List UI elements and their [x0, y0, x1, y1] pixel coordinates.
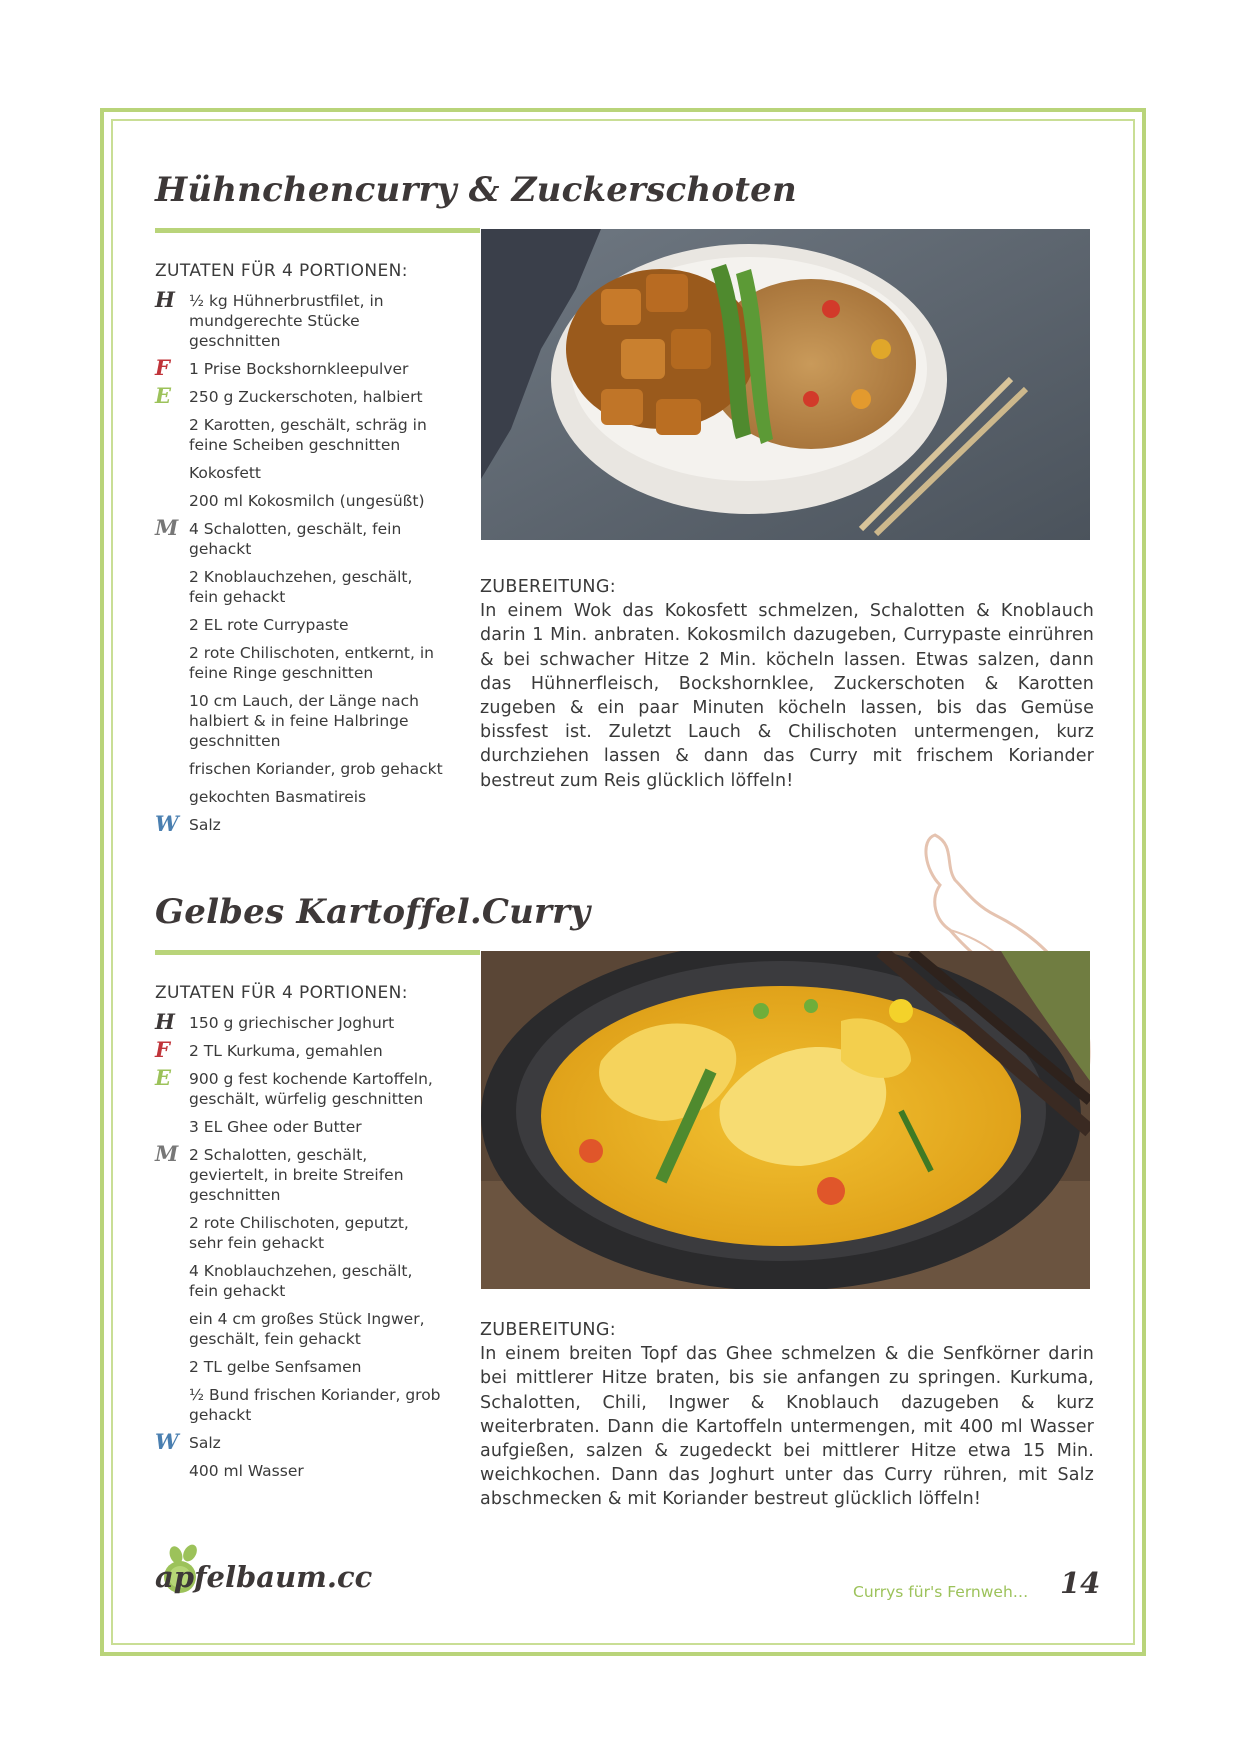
recipe-2-title: Gelbes Kartoffel.Curry [155, 892, 591, 932]
ingredient-text: Kokosfett [189, 464, 262, 482]
ingredient-item [155, 491, 445, 511]
ingredient-mark: H [155, 1009, 175, 1034]
ingredient-text: Salz [189, 1434, 221, 1452]
ingredient-text: gekochten Basmatireis [189, 788, 367, 806]
ingredient-text: 10 cm Lauch, der Länge nach halbiert & in feine Halbringe geschnitten [189, 692, 419, 750]
ingredient-item [155, 1141, 445, 1205]
ingredient-item [155, 1461, 445, 1481]
recipe-2-title-rule [155, 950, 480, 955]
recipe-2-photo [481, 951, 1090, 1289]
ingredient-item [155, 1309, 445, 1349]
ingredient-item [155, 1357, 445, 1377]
ingredient-item [155, 415, 445, 455]
ingredient-text: 4 Knoblauchzehen, geschält, fein gehackt [189, 1262, 413, 1300]
ingredient-text: 4 Schalotten, geschält, fein gehackt [189, 520, 402, 558]
ingredient-item [155, 383, 445, 408]
ingredient-text: 2 EL rote Currypaste [189, 616, 349, 634]
ingredient-item [155, 787, 445, 807]
recipe-1-ingredients-heading: ZUTATEN FÜR 4 PORTIONEN: [155, 261, 408, 281]
ingredient-item [155, 355, 445, 380]
ingredient-mark: E [155, 1065, 172, 1090]
ingredient-text: 2 Knoblauchzehen, geschält, fein gehackt [189, 568, 413, 606]
ingredient-text: 2 TL Kurkuma, gemahlen [189, 1042, 383, 1060]
recipe-2-ingredients-list [155, 1009, 445, 1489]
ingredient-mark: W [155, 1429, 179, 1454]
ingredient-item [155, 643, 445, 683]
ingredient-item [155, 1037, 445, 1062]
recipe-1-photo [481, 229, 1090, 540]
ingredient-item [155, 1065, 445, 1109]
recipe-2-preparation-text: In einem breiten Topf das Ghee schmelzen & die Senfkörner darin bei mittlerer Hitze braten, bis sie anfangen zu springen. Kurkuma, Schalotten, Chili, Ingwer & Knoblauch dazugeben & kurz weiterbraten. Dann die Kartoffeln untermengen, mit 400 ml Wasser aufgießen, salzen & zugedeckt bei mittlerer Hitze etwa 15 Min. weichkochen. Dann das Joghurt unter das Curry rühren, mit Salz abschmecken & mit Koriander bestreut glücklich löffeln! [480, 1344, 1094, 1510]
recipe-1-preparation-heading: ZUBEREITUNG: [480, 577, 616, 597]
recipe-2-ingredients-heading: ZUTATEN FÜR 4 PORTIONEN: [155, 983, 408, 1003]
ingredient-text: 2 Schalotten, geschält, geviertelt, in breite Streifen geschnitten [189, 1146, 404, 1204]
footer-section-title: Currys für's Fernweh… [853, 1583, 1029, 1601]
ingredient-text: 2 rote Chilischoten, geputzt, sehr fein gehackt [189, 1214, 409, 1252]
recipe-2-preparation [480, 1318, 1094, 1512]
ingredient-item [155, 567, 445, 607]
ingredient-item [155, 515, 445, 559]
logo-text: apfelbaum.cc [155, 1560, 373, 1594]
recipe-1-title-rule [155, 228, 480, 233]
ingredient-item [155, 1385, 445, 1425]
ingredient-item [155, 1009, 445, 1034]
ingredient-item [155, 1429, 445, 1454]
recipe-2-preparation-heading: ZUBEREITUNG: [480, 1320, 616, 1340]
ingredient-mark: M [155, 1141, 179, 1166]
ingredient-text: 150 g griechischer Joghurt [189, 1014, 395, 1032]
ingredient-text: 900 g fest kochende Kartoffeln, geschält, würfelig geschnitten [189, 1070, 433, 1108]
ingredient-text: ein 4 cm großes Stück Ingwer, geschält, fein gehackt [189, 1310, 425, 1348]
ingredient-text: ½ kg Hühnerbrustfilet, in mundgerechte Stücke geschnitten [189, 292, 384, 350]
ingredient-item [155, 287, 445, 351]
ingredient-text: ½ Bund frischen Koriander, grob gehackt [189, 1386, 441, 1424]
ingredient-text: 2 TL gelbe Senfsamen [189, 1358, 362, 1376]
ingredient-text: 2 rote Chilischoten, entkernt, in feine Ringe geschnitten [189, 644, 434, 682]
ingredient-item [155, 759, 445, 779]
ingredient-mark: F [155, 355, 170, 380]
recipe-1-title: Hühnchencurry & Zuckerschoten [155, 170, 797, 210]
ingredient-item [155, 811, 445, 836]
recipe-1-preparation-text: In einem Wok das Kokosfett schmelzen, Schalotten & Knoblauch darin 1 Min. anbraten. Kokosmilch dazugeben, Currypaste einrühren & bei schwacher Hitze 2 Min. köcheln lassen. Etwas salzen, dann das Hühnerfleisch, Bockshornklee, Zuckerschoten & Karotten zugeben & ein paar Minuten köcheln lassen, bis das Gemüse bissfest ist. Zuletzt Lauch & Chilischoten untermengen, kurz durchziehen lassen & dann das Curry mit frischem Koriander bestreut zum Reis glücklich löffeln! [480, 601, 1094, 791]
ingredient-item [155, 615, 445, 635]
ingredient-text: 200 ml Kokosmilch (ungesüßt) [189, 492, 425, 510]
page-number: 14 [1060, 1566, 1101, 1600]
ingredient-mark: W [155, 811, 179, 836]
ingredient-item [155, 463, 445, 483]
ingredient-mark: H [155, 287, 175, 312]
ingredient-text: 1 Prise Bockshornkleepulver [189, 360, 409, 378]
ingredient-mark: F [155, 1037, 170, 1062]
ingredient-item [155, 691, 445, 751]
ingredient-item [155, 1261, 445, 1301]
recipe-1-preparation [480, 575, 1094, 793]
ingredient-text: 2 Karotten, geschält, schräg in feine Scheiben geschnitten [189, 416, 427, 454]
ingredient-mark: M [155, 515, 179, 540]
ingredient-text: 250 g Zuckerschoten, halbiert [189, 388, 423, 406]
ingredient-mark: E [155, 383, 172, 408]
ingredient-item [155, 1213, 445, 1253]
ingredient-text: 400 ml Wasser [189, 1462, 304, 1480]
recipe-1-ingredients-list [155, 287, 445, 843]
ingredient-text: frischen Koriander, grob gehackt [189, 760, 443, 778]
ingredient-text: 3 EL Ghee oder Butter [189, 1118, 362, 1136]
ingredient-text: Salz [189, 816, 221, 834]
ingredient-item [155, 1117, 445, 1137]
